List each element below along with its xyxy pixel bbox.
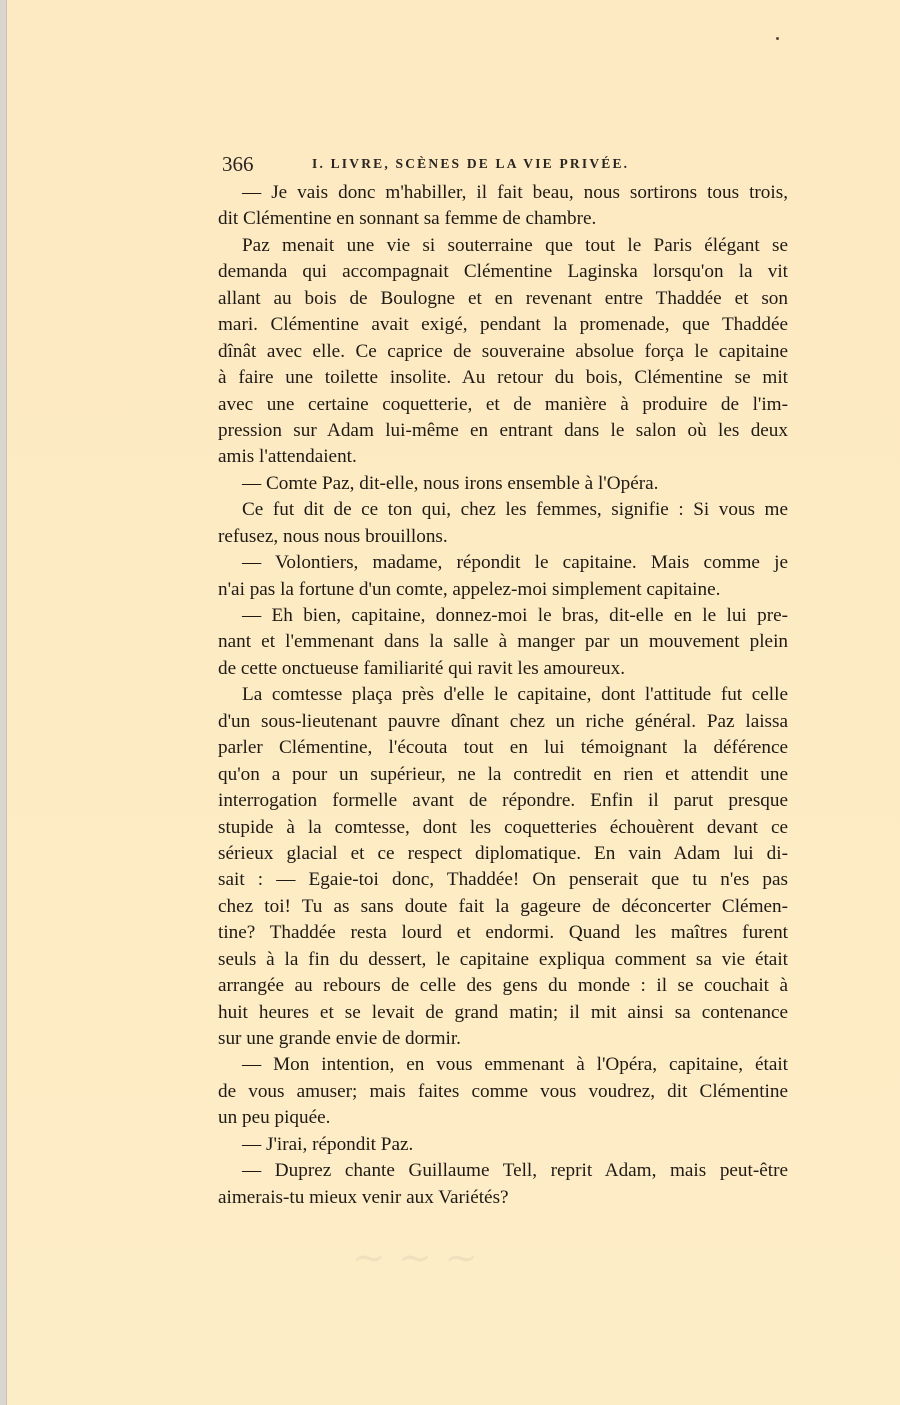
text-line: — Je vais donc m'habiller, il fait beau, nous sortirons tous trois, <box>242 182 788 203</box>
text-line: amis l'attendaient. <box>218 446 357 468</box>
running-title: I. LIVRE, SCÈNES DE LA VIE PRIVÉE. <box>312 156 630 171</box>
text-line: Paz menait une vie si souterraine que tout le Paris élégant se <box>242 234 788 256</box>
text-line: n'ai pas la fortune d'un comte, appelez-moi simplement capitaine. <box>218 578 721 600</box>
text-line: allant au bois de Boulogne et en revenant entre Thaddée et son <box>218 287 788 309</box>
text-line: dînât avec elle. Ce caprice de souveraine absolue força le capitaine <box>218 340 788 362</box>
text-line: sérieux glacial et ce respect diplomatique. En vain Adam lui di- <box>218 842 788 864</box>
text-line: à faire une toilette insolite. Au retour du bois, Clémentine se mit <box>218 367 788 389</box>
text-line: dit Clémentine en sonnant sa femme de chambre. <box>218 208 597 230</box>
text-line: refusez, nous nous brouillons. <box>218 525 448 547</box>
text-line: sait : — Egaie-toi donc, Thaddée! On penserait que tu n'es pas <box>218 869 788 891</box>
text-line: de vous amuser; mais faites comme vous voudrez, dit Clémentine <box>218 1080 788 1102</box>
text-line: La comtesse plaça près d'elle le capitaine, dont l'attitude fut celle <box>242 684 788 706</box>
text-line: chez toi! Tu as sans doute fait la gageure de déconcerter Clémen- <box>218 895 788 917</box>
bleed-through-handwriting: ~ ~ ~ <box>352 1235 478 1281</box>
text-line: aimerais-tu mieux venir aux Variétés? <box>218 1186 509 1208</box>
text-line: nant et l'emmenant dans la salle à manger par un mouvement plein <box>218 631 788 653</box>
text-line: tine? Thaddée resta lourd et endormi. Quand les maîtres furent <box>218 922 788 944</box>
text-line: arrangée au rebours de celle des gens du monde : il se couchait à <box>218 975 788 997</box>
text-line: — Duprez chante Guillaume Tell, reprit Adam, mais peut-être <box>242 1160 788 1182</box>
text-line: pression sur Adam lui-même en entrant dans le salon où les deux <box>218 419 788 441</box>
text-line: un peu piquée. <box>218 1107 331 1129</box>
text-line: — Mon intention, en vous emmenant à l'Opéra, capitaine, était <box>242 1054 788 1076</box>
text-line: de cette onctueuse familiarité qui ravit les amoureux. <box>218 657 626 679</box>
text-line: d'un sous-lieutenant pauvre dînant chez un riche général. Paz laissa <box>218 710 788 732</box>
text-line: demanda qui accompagnait Clémentine Laginska lorsqu'on la vit <box>218 261 788 283</box>
body-text <box>218 180 788 1211</box>
text-line: mari. Clémentine avait exigé, pendant la promenade, que Thaddée <box>218 314 788 336</box>
text-line: sur une grande envie de dormir. <box>218 1028 461 1049</box>
text-line: stupide à la comtesse, dont les coquetteries échouèrent devant ce <box>218 816 788 838</box>
text-line: Ce fut dit de ce ton qui, chez les femmes, signifie : Si vous me <box>242 499 788 521</box>
text-line: qu'on a pour un supérieur, ne la contredit en rien et attendit une <box>218 763 788 785</box>
text-line: avec une certaine coquetterie, et de manière à produire de l'im- <box>218 393 788 415</box>
text-line: — Eh bien, capitaine, donnez-moi le bras, dit-elle en le lui pre- <box>242 605 788 626</box>
text-line: — J'irai, répondit Paz. <box>242 1133 414 1155</box>
text-line: huit heures et se levait de grand matin; il mit ainsi sa contenance <box>218 1001 788 1023</box>
text-line: parler Clémentine, l'écouta tout en lui témoignant la déférence <box>218 737 788 759</box>
page-number: 366 <box>222 152 254 176</box>
text-line: — Comte Paz, dit-elle, nous irons ensemble à l'Opéra. <box>242 472 659 494</box>
text-line: seuls à la fin du dessert, le capitaine expliqua comment sa vie était <box>218 948 788 970</box>
ink-speck <box>776 37 779 40</box>
text-line: — Volontiers, madame, répondit le capitaine. Mais comme je <box>242 552 788 574</box>
text-line: interrogation formelle avant de répondre. Enfin il parut presque <box>218 790 788 812</box>
page-header <box>222 152 692 178</box>
